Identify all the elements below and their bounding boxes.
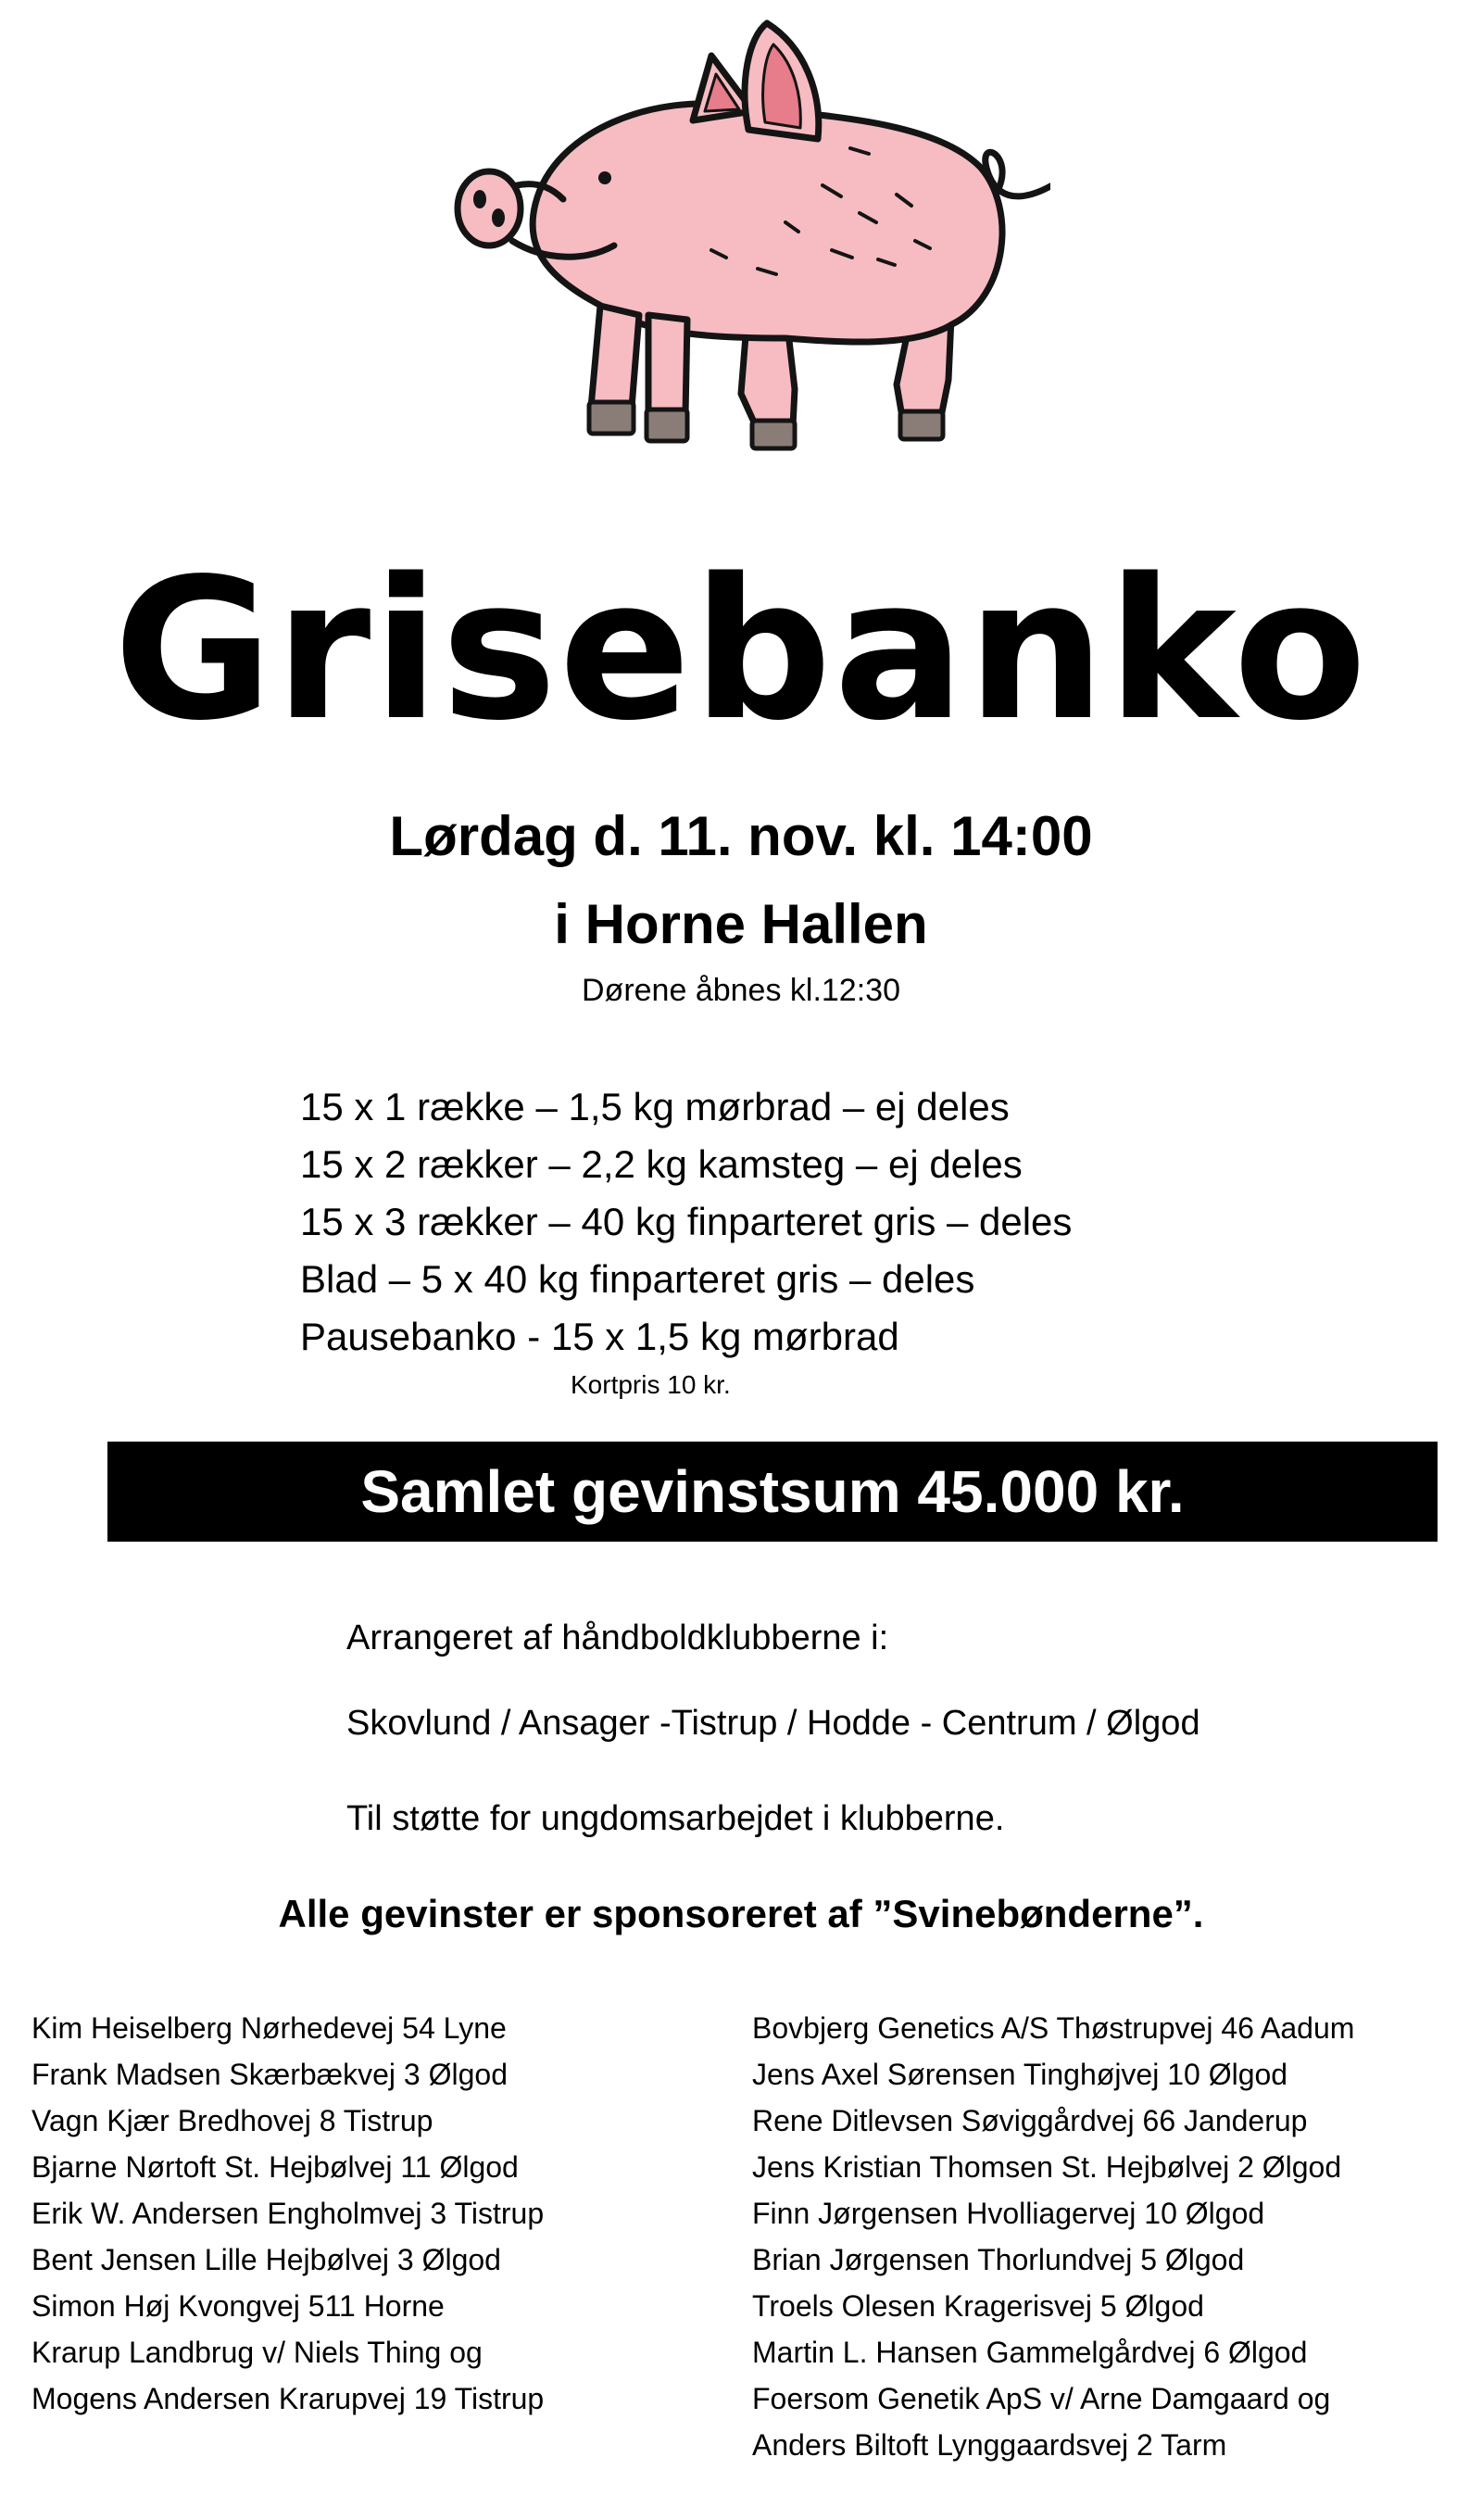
sponsor-list-right bbox=[752, 2005, 1354, 2468]
card-price: Kortpris 10 kr. bbox=[571, 1370, 731, 1399]
doors-open-time: Dørene åbnes kl.12:30 bbox=[582, 973, 900, 1008]
sponsor-entry: Jens Axel Sørensen Tinghøjvej 10 Ølgod bbox=[752, 2058, 1288, 2091]
prize-list bbox=[300, 1078, 1072, 1366]
sponsor-entry: Jens Kristian Thomsen St. Hejbølvej 2 Ølgod bbox=[752, 2150, 1342, 2184]
club-names: Skovlund / Ansager -Tistrup / Hodde - Centrum / Ølgod bbox=[346, 1704, 1200, 1743]
pig-hoof bbox=[647, 410, 687, 441]
pig-hoof bbox=[900, 411, 943, 439]
event-venue: i Horne Hallen bbox=[554, 893, 928, 955]
pig-hoof bbox=[752, 421, 795, 448]
poster-title: Grisebanko bbox=[113, 536, 1369, 763]
sponsor-entry: Krarup Landbrug v/ Niels Thing og bbox=[31, 2336, 483, 2369]
pig-snout bbox=[458, 171, 521, 246]
total-prize-banner bbox=[107, 1442, 1438, 1542]
total-prize-text: Samlet gevinstsum 45.000 kr. bbox=[360, 1458, 1185, 1525]
sponsor-entry: Finn Jørgensen Hvolliagervej 10 Ølgod bbox=[752, 2197, 1265, 2230]
prize-item: 15 x 1 række – 1,5 kg mørbrad – ej deles bbox=[300, 1085, 1010, 1128]
sponsor-entry: Rene Ditlevsen Søviggårdvej 66 Janderup bbox=[752, 2104, 1308, 2137]
prize-item: 15 x 3 rækker – 40 kg finparteret gris – deles bbox=[300, 1200, 1073, 1243]
sponsor-entry: Bovbjerg Genetics A/S Thøstrupvej 46 Aadum bbox=[752, 2011, 1355, 2045]
sponsor-entry: Bent Jensen Lille Hejbølvej 3 Ølgod bbox=[31, 2243, 501, 2276]
sponsor-entry: Troels Olesen Kragerisvej 5 Ølgod bbox=[752, 2289, 1204, 2323]
prize-item: 15 x 2 rækker – 2,2 kg kamsteg – ej deles bbox=[300, 1142, 1023, 1186]
sponsor-entry: Bjarne Nørtoft St. Hejbølvej 11 Ølgod bbox=[31, 2150, 519, 2184]
sponsor-entry: Mogens Andersen Krarupvej 19 Tistrup bbox=[31, 2382, 545, 2415]
sponsor-entry: Erik W. Andersen Engholmvej 3 Tistrup bbox=[31, 2197, 545, 2230]
organizer-intro: Arrangeret af håndboldklubberne i: bbox=[346, 1619, 889, 1657]
sponsor-entry: Vagn Kjær Bredhovej 8 Tistrup bbox=[31, 2104, 433, 2137]
sponsor-list-left bbox=[31, 2005, 544, 2422]
pig-front-leg-2 bbox=[648, 315, 687, 415]
support-statement: Til støtte for ungdomsarbejdet i klubberne. bbox=[346, 1799, 1005, 1838]
pig-eye bbox=[598, 171, 611, 184]
pig-front-leg bbox=[591, 306, 639, 408]
pig-illustration bbox=[433, 19, 1050, 460]
sponsor-entry: Anders Biltoft Lynggaardsvej 2 Tarm bbox=[752, 2428, 1227, 2462]
sponsor-entry: Brian Jørgensen Thorlundvej 5 Ølgod bbox=[752, 2243, 1245, 2276]
sponsor-entry: Kim Heiselberg Nørhedevej 54 Lyne bbox=[31, 2011, 507, 2045]
prize-item: Pausebanko - 15 x 1,5 kg mørbrad bbox=[300, 1315, 899, 1358]
prize-item: Blad – 5 x 40 kg finparteret gris – deles bbox=[300, 1257, 975, 1301]
sponsor-entry: Martin L. Hansen Gammelgårdvej 6 Ølgod bbox=[752, 2336, 1308, 2369]
pig-hoof bbox=[589, 402, 634, 434]
sponsor-entry: Foersom Genetik ApS v/ Arne Damgaard og bbox=[752, 2382, 1331, 2415]
event-date: Lørdag d. 11. nov. kl. 14:00 bbox=[389, 805, 1093, 867]
sponsor-entry: Frank Madsen Skærbækvej 3 Ølgod bbox=[31, 2058, 508, 2091]
sponsor-statement: Alle gevinster er sponsoreret af ”Svinebønderne”. bbox=[278, 1892, 1204, 1935]
sponsor-entry: Simon Høj Kvongvej 511 Horne bbox=[31, 2289, 445, 2323]
